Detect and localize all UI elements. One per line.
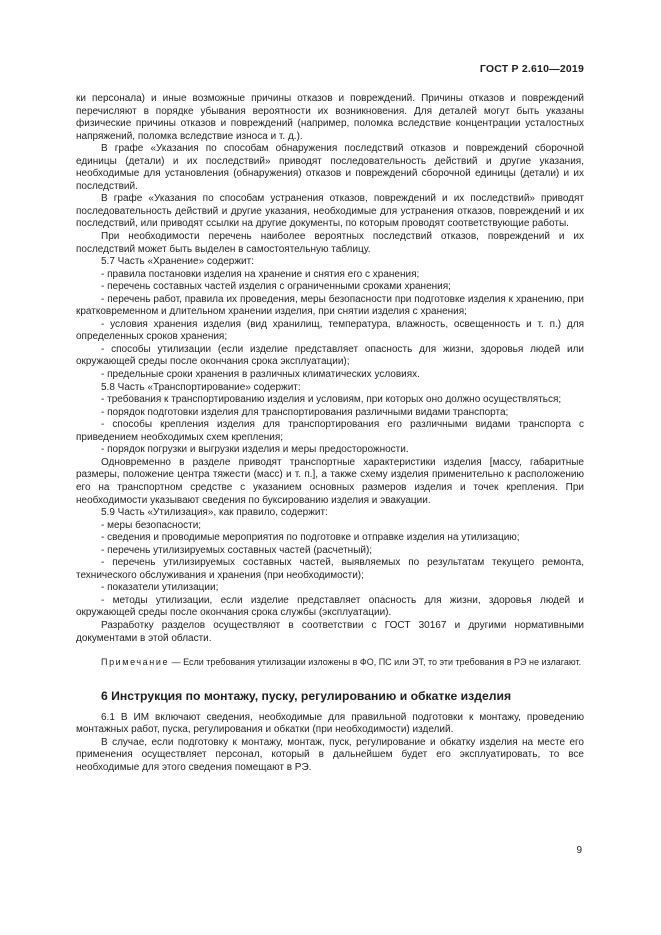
paragraph: ки персонала) и иные возможные причины отказов и повреждений. Причины отказов и повреждений перечисляют в порядке убывания вероятности их возникновения. Для деталей могут быть указаны физические причины отказов и повреждений (например, поломка вследствие концентрации усталостных напряжений, поломка вследствие износа и т. д.). bbox=[76, 93, 584, 142]
paragraph: 6.1 В ИМ включают сведения, необходимые для правильной подготовки к монтажу, проведению монтажных работ, пуска, регулирования и обкатки (при необходимости) изделий. bbox=[76, 711, 584, 736]
paragraph: - порядок погрузки и выгрузки изделия и меры предосторожности. bbox=[101, 444, 409, 456]
paragraph: - способы крепления изделия для транспортирования его различными видами транспорта с приведением необходимых схем крепления; bbox=[76, 419, 584, 443]
section-6-paragraphs bbox=[76, 712, 584, 775]
paragraph: В графе «Указания по способам обнаружения последствий отказов и повреждений сборочной единицы (детали) и их последствий» приводят последовательность действий и другие указания, необходимые для установления (обнаружения) отказов и повреждений сборочной единицы (детали) и их последствий. bbox=[76, 143, 584, 192]
note-label: Примечание bbox=[101, 657, 170, 668]
paragraph: - предельные сроки хранения в различных климатических условиях. bbox=[101, 369, 420, 381]
paragraph: - перечень утилизируемых составных частей, выявляемых по результатам текущего ремонта, технического обслуживания и хранения (при необходимости); bbox=[76, 557, 584, 581]
paragraph: - сведения и проводимые мероприятия по подготовке и отправке изделия на утилизацию; bbox=[101, 532, 520, 544]
note-text: — Если требования утилизации изложены в ФО, ПС или ЭТ, то эти требования в РЭ не излагают. bbox=[169, 657, 582, 668]
paragraph: - перечень составных частей изделия с ограниченными сроками хранения; bbox=[101, 281, 451, 293]
paragraph: - условия хранения изделия (вид хранилищ, температура, влажность, освещенность и т. п.) для определенных сроков хранения; bbox=[76, 318, 584, 343]
document-body bbox=[76, 93, 584, 774]
paragraph: В графе «Указания по способам устранения отказов, повреждений и их последствий» приводят последовательность действий и другие указания, необходимые для устранения отказов, повреждений и их последствий, или приводят ссылки на другие документы, по которым проводят соответствующие работы. bbox=[76, 193, 584, 230]
paragraph: - требования к транспортированию изделия и условиям, при которых оно должно осуществляться; bbox=[101, 394, 562, 406]
page-number: 9 bbox=[576, 845, 582, 856]
paragraph: 5.8 Часть «Транспортирование» содержит: bbox=[101, 381, 301, 393]
top-paragraphs bbox=[76, 93, 584, 645]
paragraph: Разработку разделов осуществляют в соответствии с ГОСТ 30167 и другими нормативными документами в этой области. bbox=[76, 619, 584, 644]
paragraph: - порядок подготовки изделия для транспортирования различными видами транспорта; bbox=[101, 406, 509, 418]
document-number-header: ГОСТ Р 2.610—2019 bbox=[479, 63, 584, 75]
paragraph: - меры безопасности; bbox=[101, 519, 202, 531]
paragraph: 5.9 Часть «Утилизация», как правило, содержит: bbox=[101, 507, 328, 519]
paragraph: - перечень утилизируемых составных частей (расчетный); bbox=[101, 544, 373, 556]
section-6-title: 6 Инструкция по монтажу, пуску, регулированию и обкатке изделия bbox=[101, 689, 512, 704]
paragraph: - показатели утилизации; bbox=[101, 582, 219, 594]
paragraph: - методы утилизации, если изделие представляет опасность для жизни, здоровья людей и окружающей среды после окончания срока службы (эксплуатации). bbox=[76, 594, 584, 619]
paragraph: Одновременно в разделе приводят транспортные характеристики изделия [массу, габаритные размеры, положение центра тяжести (масс) и т. п.], а также схему изделия применительно к расположению его на транспортном средстве с указанием основных размеров изделия и точек крепления. При необходимости указывают сведения по буксированию изделия и эвакуации. bbox=[76, 456, 584, 506]
paragraph: - правила постановки изделия на хранение и снятия его с хранения; bbox=[101, 268, 420, 280]
paragraph: При необходимости перечень наиболее вероятных последствий отказов, повреждений и их последствий может быть выделен в самостоятельную таблицу. bbox=[76, 231, 584, 255]
paragraph: - перечень работ, правила их проведения, меры безопасности при подготовке изделия к хранению, при кратковременном и длительном хранении изделия, при снятии изделия с хранения; bbox=[76, 293, 584, 318]
paragraph: В случае, если подготовку к монтажу, монтаж, пуск, регулирование и обкатку изделия на месте его применения осуществляет персонал, который в дальнейшем будет его эксплуатировать, то все необходимые для этого сведения помещают в РЭ. bbox=[76, 736, 584, 773]
paragraph: - способы утилизации (если изделие представляет опасность для жизни, здоровья людей или окружающей среды после окончания срока эксплуатации); bbox=[76, 343, 584, 368]
paragraph: 5.7 Часть «Хранение» содержит: bbox=[101, 256, 254, 268]
note bbox=[76, 656, 584, 668]
